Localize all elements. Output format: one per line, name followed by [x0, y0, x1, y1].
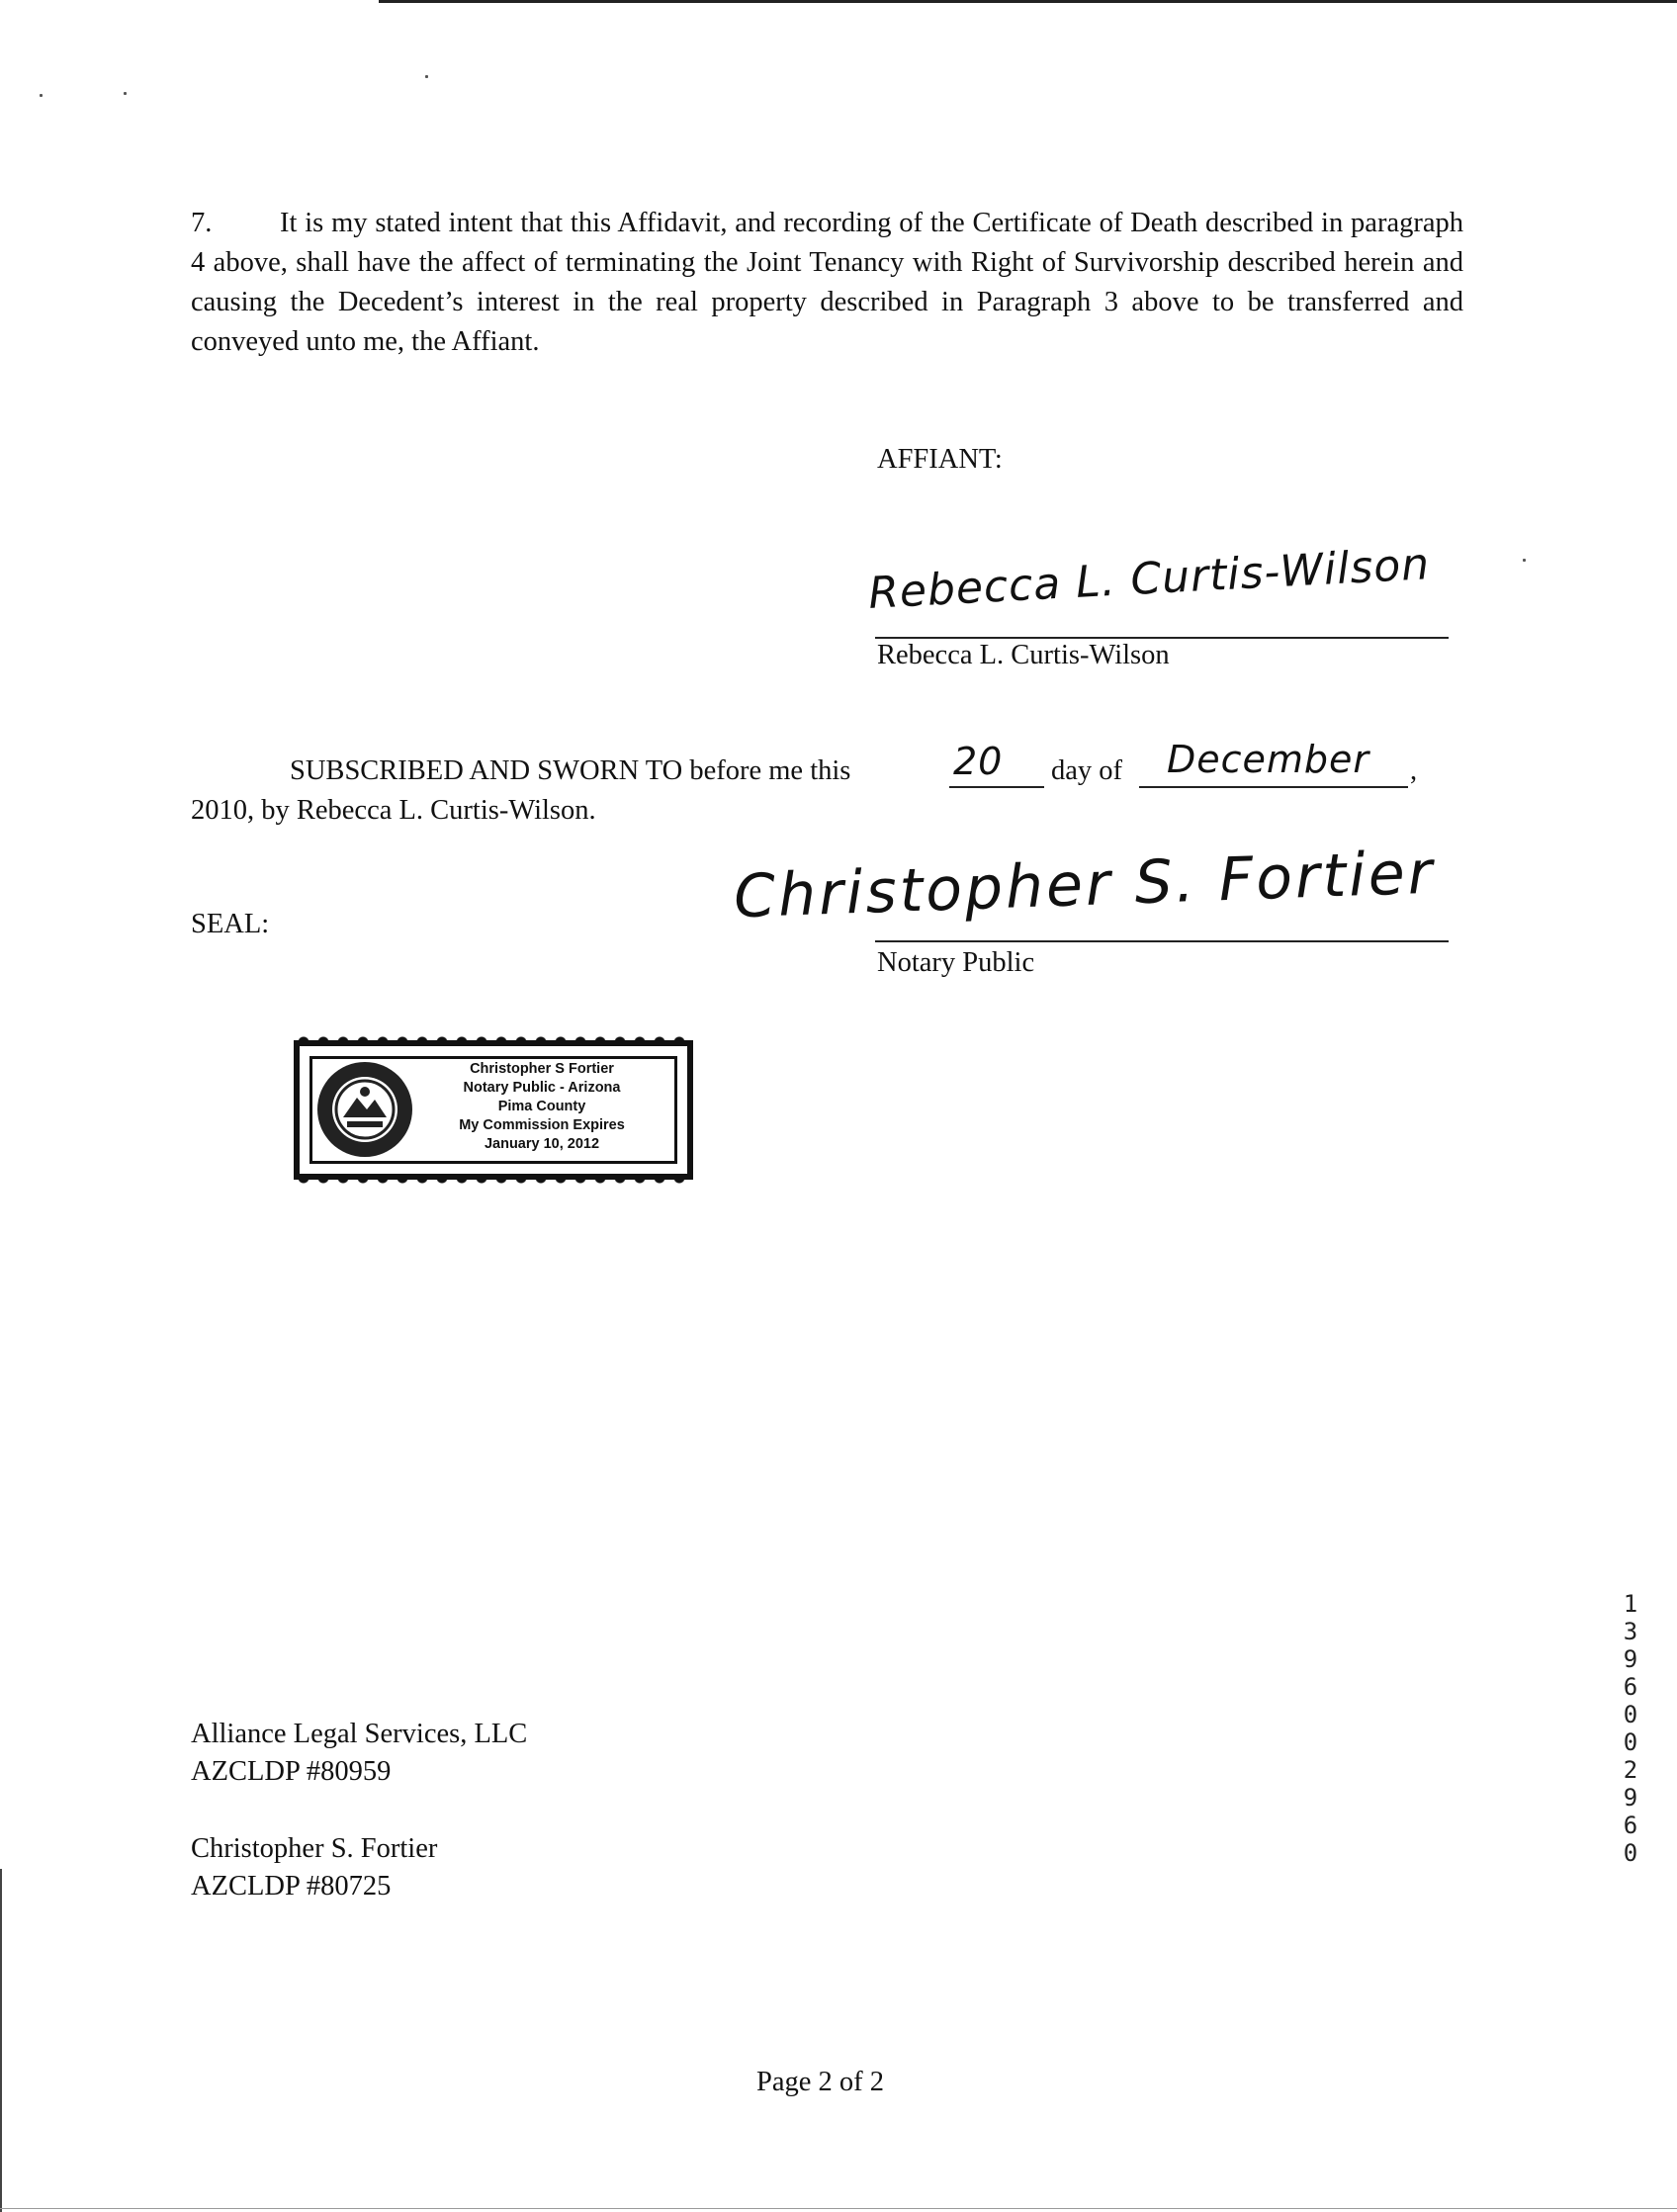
- jurat-comma: ,: [1410, 755, 1418, 786]
- paragraph-text: It is my stated intent that this Affidavit, and recording of the Certificate of Death described in paragraph 4 above, shall have the affect of terminating the Joint Tenancy with Right of Survivorship described herein and causing the Decedent’s interest in the real property described in Paragraph 3 above to be transferred and conveyed unto me, the Affiant.: [191, 208, 1463, 357]
- notary-signature: Christopher S. Fortier: [732, 838, 1437, 932]
- paragraph-7: [191, 204, 1463, 362]
- jurat-month-blank-line: [1139, 786, 1408, 788]
- jurat-prefix: SUBSCRIBED AND SWORN TO before me this: [290, 755, 851, 786]
- scan-speck: [425, 75, 428, 78]
- notary-signature-line: [875, 940, 1449, 942]
- preparer-person: Christopher S. Fortier: [191, 1833, 438, 1864]
- paragraph-number: 7.: [191, 208, 213, 238]
- stamp-line: My Commission Expires: [459, 1117, 625, 1133]
- scan-speck: [40, 94, 43, 97]
- stamp-line: Notary Public - Arizona: [463, 1080, 621, 1096]
- page-number: Page 2 of 2: [756, 2067, 885, 2097]
- jurat-month-handwritten: December: [1167, 738, 1370, 781]
- jurat-day-blank-line: [949, 786, 1044, 788]
- seal-label: SEAL:: [191, 909, 270, 939]
- jurat-line-2: 2010, by Rebecca L. Curtis-Wilson.: [191, 795, 596, 826]
- left-border-rule: [0, 1869, 2, 2212]
- scan-speck: [1523, 559, 1526, 562]
- top-border-rule: [379, 0, 1677, 3]
- stamp-line: Christopher S Fortier: [470, 1061, 614, 1077]
- recording-side-code: 13960 02960: [1623, 1590, 1638, 1867]
- stamp-line: January 10, 2012: [484, 1136, 600, 1152]
- bottom-border-rule: [0, 2208, 1677, 2209]
- preparer-firm: Alliance Legal Services, LLC: [191, 1719, 528, 1749]
- notary-title: Notary Public: [877, 947, 1035, 978]
- stamp-scallop-border: [294, 1178, 693, 1188]
- stamp-text: [418, 1060, 665, 1154]
- affiant-heading: AFFIANT:: [877, 444, 1003, 475]
- preparer-firm-license: AZCLDP #80959: [191, 1756, 392, 1787]
- jurat-day-of: day of: [1051, 755, 1123, 786]
- arizona-seal-icon: [313, 1058, 416, 1161]
- jurat-day-handwritten: 20: [953, 740, 1004, 783]
- affiant-signature: Rebecca L. Curtis-Wilson: [867, 539, 1432, 619]
- affiant-name: Rebecca L. Curtis-Wilson: [877, 640, 1170, 670]
- notary-stamp: [294, 1040, 693, 1180]
- scan-speck: [124, 92, 127, 95]
- preparer-person-license: AZCLDP #80725: [191, 1871, 392, 1902]
- stamp-scallop-border: [294, 1032, 693, 1042]
- stamp-line: Pima County: [497, 1099, 586, 1114]
